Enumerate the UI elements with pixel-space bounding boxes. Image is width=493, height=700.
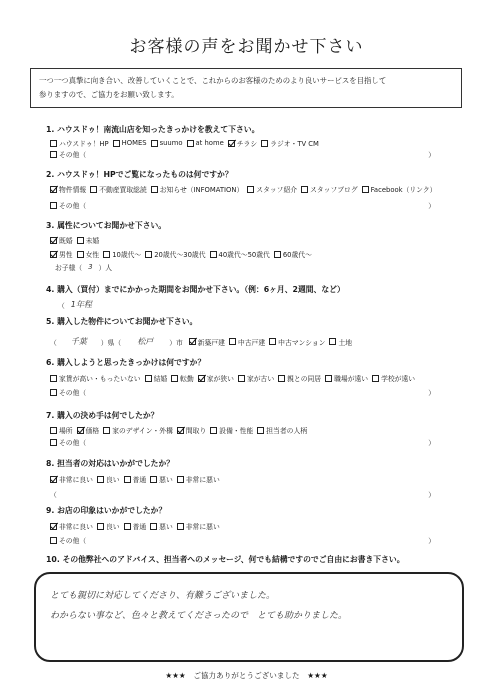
q7-options <box>50 425 311 435</box>
checkbox[interactable] <box>150 476 157 483</box>
option-label: 20歳代〜30歳代 <box>154 251 206 259</box>
option-item[interactable] <box>97 521 120 531</box>
option-item[interactable] <box>50 373 141 383</box>
checkbox[interactable] <box>278 375 285 382</box>
q5-prefecture-suffix: ）県（ <box>100 338 122 347</box>
checked-checkbox[interactable] <box>50 186 57 193</box>
q5-location-row: （ 千葉 ）県（ 松戸 ）市 新築戸建 中古戸建 中古マンション 土地 <box>50 336 356 347</box>
checkbox[interactable] <box>97 523 104 530</box>
q7-question: 7. 購入の決め手は何でしたか？ <box>46 411 159 420</box>
option-item[interactable] <box>210 249 270 259</box>
q6-other-close: ） <box>428 389 435 397</box>
q6-other-label: その他（ <box>59 389 87 397</box>
q4-answer-row: （ 1年程 <box>58 300 92 310</box>
q2-other-row <box>50 200 435 210</box>
intro-box <box>30 68 462 108</box>
option-item[interactable] <box>238 373 274 383</box>
checked-checkbox[interactable] <box>198 375 205 382</box>
option-label: 悪い <box>159 476 173 484</box>
option-item[interactable] <box>124 474 147 484</box>
q5-type-options <box>189 337 356 347</box>
checkbox[interactable] <box>372 375 379 382</box>
q5-prefecture-value[interactable]: 千葉 <box>70 337 87 346</box>
checkbox[interactable] <box>145 251 152 258</box>
option-item[interactable] <box>150 521 173 531</box>
option-item[interactable] <box>50 425 73 435</box>
option-item[interactable] <box>229 337 265 347</box>
intro-line-2: 参りますので、ご協力をお願い致します。 <box>39 90 179 99</box>
q3-children-label: お子様（ <box>55 264 83 272</box>
option-item[interactable] <box>145 249 205 259</box>
option-label: 担当者の人柄 <box>266 427 308 435</box>
checkbox[interactable] <box>274 251 281 258</box>
checkbox[interactable] <box>77 237 84 244</box>
option-label: 学校が遠い <box>381 375 416 383</box>
option-label: 親との同居 <box>287 375 322 383</box>
q1-other-checkbox[interactable] <box>50 151 57 158</box>
checkbox[interactable] <box>77 251 84 258</box>
q7-other-label: その他（ <box>59 439 87 447</box>
option-item[interactable] <box>257 425 307 435</box>
option-label: スタッフ紹介 <box>256 186 298 194</box>
option-item[interactable] <box>247 184 297 194</box>
option-label: 男性 <box>59 251 73 259</box>
q1-question: 1. ハウスドゥ！南流山店を知ったきっかけを教えて下さい。 <box>46 125 260 134</box>
q9-other-label: その他（ <box>59 537 87 545</box>
checkbox[interactable] <box>325 375 332 382</box>
option-item[interactable] <box>269 337 325 347</box>
option-label: 40歳代〜50歳代 <box>218 251 270 259</box>
checkbox[interactable] <box>50 140 57 147</box>
checkbox[interactable] <box>151 140 158 147</box>
checkbox[interactable] <box>269 338 276 345</box>
q8-question: 8. 担当者の対応はいかがでしたか？ <box>46 459 175 468</box>
checkbox[interactable] <box>362 186 369 193</box>
q7-other-checkbox[interactable] <box>50 439 57 446</box>
q7-other-row <box>50 437 435 447</box>
option-item[interactable] <box>210 425 253 435</box>
q1-other-label: その他（ <box>59 151 87 159</box>
checkbox[interactable] <box>210 251 217 258</box>
page-title: お客様の声をお聞かせ下さい <box>129 37 364 57</box>
option-item[interactable] <box>301 184 358 194</box>
option-label: 間取り <box>185 427 207 435</box>
q6-other-row <box>50 387 435 397</box>
checked-checkbox[interactable] <box>50 523 57 530</box>
checkbox[interactable] <box>50 375 57 382</box>
option-label: Facebook（リンク） <box>370 186 437 194</box>
checkbox[interactable] <box>177 476 184 483</box>
q9-other-close: ） <box>428 537 435 545</box>
option-item[interactable] <box>228 138 257 148</box>
checkbox[interactable] <box>97 476 104 483</box>
option-label: 職場が遠い <box>334 375 369 383</box>
q9-other-row <box>50 535 435 545</box>
option-label: 非常に良い <box>59 476 93 484</box>
option-label: 家が古い <box>246 375 275 383</box>
option-item[interactable] <box>50 249 73 259</box>
option-item[interactable] <box>261 138 319 148</box>
q1-other-row <box>50 149 435 159</box>
option-label: 普通 <box>132 476 147 484</box>
q9-question: 9. お店の印象はいかがでしたか？ <box>46 506 167 515</box>
option-label: 結婚 <box>153 375 168 383</box>
checkbox[interactable] <box>247 186 254 193</box>
checked-checkbox[interactable] <box>50 237 57 244</box>
q3-gender-age-options <box>50 249 316 259</box>
option-item[interactable] <box>124 521 147 531</box>
option-item[interactable] <box>77 425 100 435</box>
checked-checkbox[interactable] <box>50 251 57 258</box>
q3-children-value[interactable]: 3 <box>88 263 93 271</box>
option-item[interactable] <box>50 235 73 245</box>
q9-other-checkbox[interactable] <box>50 537 57 544</box>
option-label: 良い <box>105 523 120 531</box>
checked-checkbox[interactable] <box>228 140 235 147</box>
q4-answer-value[interactable]: 1年程 <box>70 300 92 309</box>
q4-question: 4. 購入（買付）までにかかった期間をお聞かせ下さい。（例：6ヶ月、2週間、など） <box>46 285 345 294</box>
option-label: ラジオ・TV CM <box>270 140 319 148</box>
checkbox[interactable] <box>229 338 236 345</box>
q7-other-close: ） <box>428 439 435 447</box>
option-label: 不動産買取総読 <box>99 186 147 194</box>
option-item[interactable] <box>372 373 415 383</box>
option-item[interactable] <box>77 249 100 259</box>
option-label: 場所 <box>59 427 73 435</box>
q2-other-close: ） <box>428 202 435 210</box>
comment-line-2: わからない事など、色々と教えてくださったので とても助かりました。 <box>50 611 348 621</box>
q8-other-row <box>50 489 435 499</box>
option-label: スタッフブログ <box>310 186 358 194</box>
comment-box[interactable] <box>34 572 464 662</box>
option-label: 転勤 <box>180 375 194 383</box>
q6-options <box>50 373 419 383</box>
q5-question: 5. 購入した物件についてお聞かせ下さい。 <box>46 317 198 326</box>
option-item[interactable] <box>177 425 206 435</box>
option-item[interactable] <box>325 373 368 383</box>
checkbox[interactable] <box>177 523 184 530</box>
checkbox[interactable] <box>103 251 110 258</box>
checked-checkbox[interactable] <box>189 338 196 345</box>
option-label: 設備・性能 <box>219 427 254 435</box>
checkbox[interactable] <box>329 338 336 345</box>
option-item[interactable] <box>189 337 225 347</box>
checkbox[interactable] <box>151 186 158 193</box>
option-label: suumo <box>159 139 183 147</box>
option-label: 未婚 <box>85 237 100 245</box>
q2-other-checkbox[interactable] <box>50 202 57 209</box>
option-item[interactable] <box>151 184 244 194</box>
option-label: 非常に悪い <box>185 476 220 484</box>
q10-question: 10. その他弊社へのアドバイス、担当者へのメッセージ、何でも結構ですのでご自由にお書き下さい。 <box>46 555 405 564</box>
option-label: 悪い <box>159 523 173 531</box>
option-item[interactable] <box>198 373 234 383</box>
option-label: at home <box>195 139 224 147</box>
q9-options <box>50 521 224 531</box>
checkbox[interactable] <box>301 186 308 193</box>
checkbox[interactable] <box>124 476 131 483</box>
q8-other-close: ） <box>428 491 435 499</box>
option-label: 60歳代〜 <box>282 251 312 259</box>
checkbox[interactable] <box>90 186 97 193</box>
intro-line-1: 一つ一つ真摯に向き合い、改善していくことで、これからのお客様のためのより良いサービスを目指して <box>39 76 387 85</box>
checkbox[interactable] <box>124 523 131 530</box>
option-item[interactable] <box>278 373 321 383</box>
option-label: 物件情報 <box>59 186 87 194</box>
option-item[interactable] <box>329 337 352 347</box>
q5-city-value[interactable]: 松戸 <box>137 337 154 346</box>
comment-line-1: とても親切に対応してくださり、有難うございました。 <box>50 591 276 601</box>
option-label: チラシ <box>236 140 258 148</box>
option-label: 価格 <box>85 427 100 435</box>
q8-other-label: （ <box>50 491 57 499</box>
option-label: 非常に良い <box>59 523 93 531</box>
option-item[interactable] <box>187 139 224 147</box>
option-label: 非常に悪い <box>185 523 220 531</box>
checkbox[interactable] <box>113 140 120 147</box>
option-item[interactable] <box>177 474 220 484</box>
option-label: 家のデザイン・外構 <box>112 427 173 435</box>
option-item[interactable] <box>50 474 93 484</box>
checkbox[interactable] <box>50 427 57 434</box>
option-label: 既婚 <box>59 237 73 245</box>
checkbox[interactable] <box>210 427 217 434</box>
q6-other-checkbox[interactable] <box>50 389 57 396</box>
option-item[interactable] <box>97 474 120 484</box>
q2-question: 2. ハウスドゥ！HPでご覧になったものは何ですか？ <box>46 170 233 179</box>
footer-thanks: ★★★ ご協力ありがとうございました ★★★ <box>165 671 328 680</box>
option-item[interactable] <box>50 184 86 194</box>
option-item[interactable] <box>150 474 173 484</box>
option-item[interactable] <box>145 373 168 383</box>
option-item[interactable] <box>171 373 194 383</box>
option-item[interactable] <box>50 521 93 531</box>
q2-options <box>50 184 440 194</box>
q3-marital-options <box>50 235 103 245</box>
option-label: 中古マンション <box>278 338 326 347</box>
checkbox[interactable] <box>257 427 264 434</box>
option-item[interactable] <box>50 138 109 148</box>
option-label: ハウスドゥ！HP <box>59 140 109 148</box>
option-label: HOMES <box>121 139 147 147</box>
option-item[interactable] <box>103 249 141 259</box>
option-item[interactable] <box>90 184 147 194</box>
option-item[interactable] <box>151 139 183 147</box>
q3-question: 3. 属性についてお聞かせ下さい。 <box>46 221 167 230</box>
checkbox[interactable] <box>103 427 110 434</box>
option-label: 女性 <box>85 251 100 259</box>
checkbox[interactable] <box>238 375 245 382</box>
q1-other-close: ） <box>428 151 435 159</box>
option-label: お知らせ（INFOMATION） <box>159 186 244 194</box>
option-label: 良い <box>105 476 120 484</box>
option-item[interactable] <box>77 235 100 245</box>
checkbox[interactable] <box>150 523 157 530</box>
option-label: 10歳代〜 <box>112 251 142 259</box>
checked-checkbox[interactable] <box>177 427 184 434</box>
q6-question: 6. 購入しようと思ったきっかけは何ですか？ <box>46 358 206 367</box>
option-item[interactable] <box>274 249 312 259</box>
checkbox[interactable] <box>171 375 178 382</box>
option-item[interactable] <box>103 425 173 435</box>
q3-children-row <box>55 262 112 272</box>
checkbox[interactable] <box>145 375 152 382</box>
checked-checkbox[interactable] <box>50 476 57 483</box>
option-label: 家が狭い <box>206 375 234 383</box>
option-item[interactable] <box>177 521 220 531</box>
checkbox[interactable] <box>187 140 194 147</box>
q2-other-label: その他（ <box>59 202 87 210</box>
option-label: 土地 <box>338 338 353 347</box>
option-item[interactable] <box>113 139 147 147</box>
option-label: 家賃が高い・もったいない <box>59 375 141 383</box>
option-label: 新築戸建 <box>197 338 225 347</box>
q3-children-unit: ）人 <box>98 264 113 272</box>
checkbox[interactable] <box>261 140 268 147</box>
q1-options <box>50 138 323 148</box>
option-item[interactable] <box>362 184 437 194</box>
option-label: 普通 <box>132 523 147 531</box>
q8-options <box>50 474 224 484</box>
checked-checkbox[interactable] <box>77 427 84 434</box>
option-label: 中古戸建 <box>237 338 266 347</box>
q5-city-suffix: ）市 <box>169 338 183 347</box>
